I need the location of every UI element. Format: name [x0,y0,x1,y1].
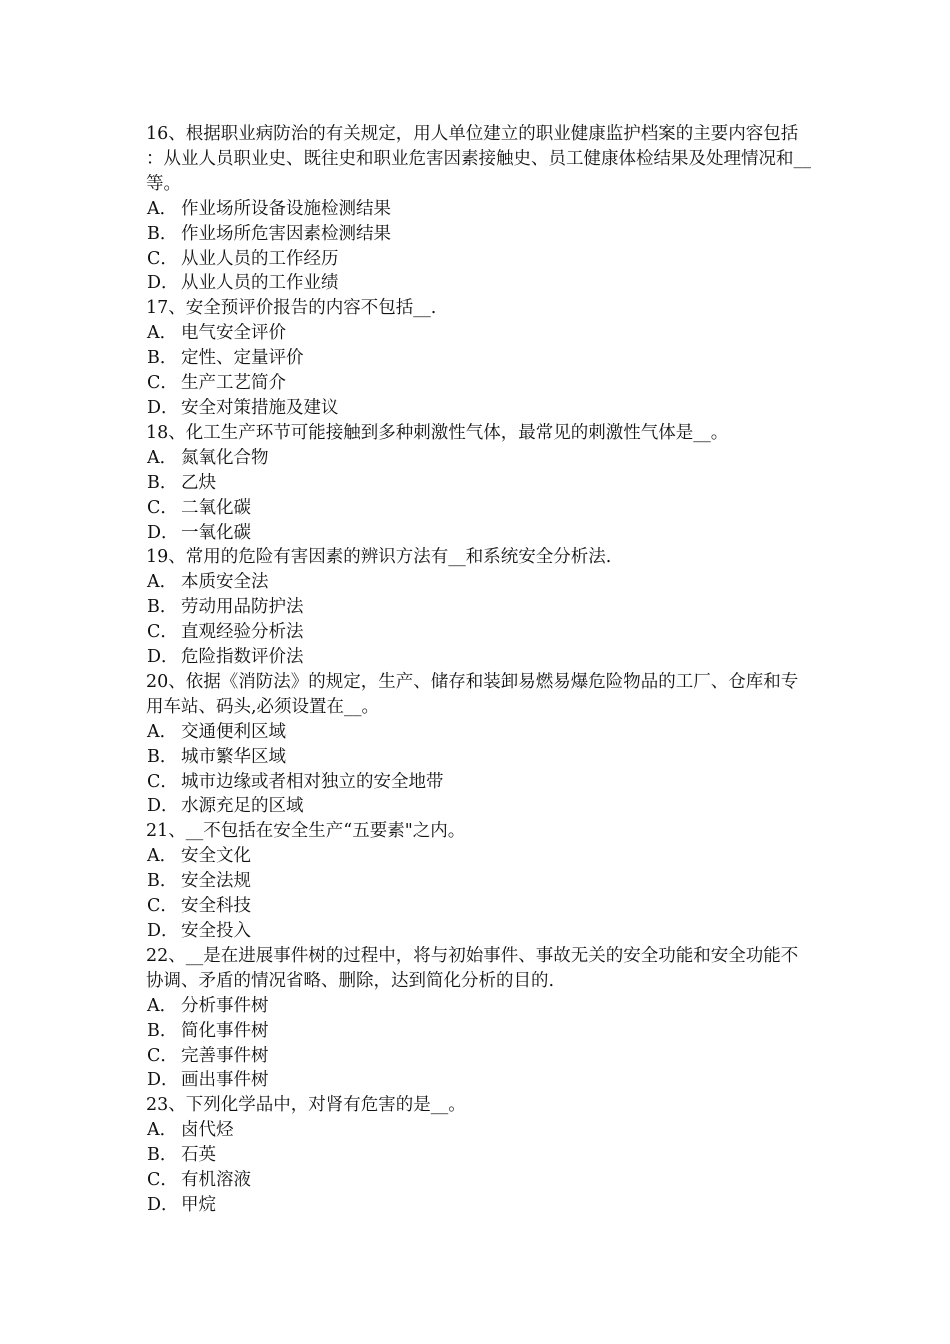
option-letter: D． [147,522,179,543]
option-letter: A． [147,323,178,344]
question-text: 22、__是在进展事件树的过程中，将与初始事件、事故无关的安全功能和安全功能不协调、矛盾的情况省略、删除，达到简化分析的目的. [146,945,799,991]
option-d [146,645,811,670]
option-letter: B． [147,1145,178,1166]
option-text: 交通便利区域 [181,721,286,742]
option-text: 氮氧化合物 [181,447,269,468]
option-letter: C． [147,1045,178,1066]
option-text: 简化事件树 [181,1020,269,1041]
option-c [146,620,811,645]
option-c [146,1044,811,1069]
option-text: 有机溶液 [181,1170,251,1191]
option-list [146,844,811,944]
option-letter: A． [147,1120,178,1141]
option-text: 本质安全法 [181,572,269,593]
option-letter: D． [147,1194,179,1215]
question-text: 20、依据《消防法》的规定，生产、储存和装卸易燃易爆危险物品的工厂、仓库和专用车站、码头,必须设置在__。 [146,671,799,717]
option-b [146,745,811,770]
option-text: 安全科技 [181,896,251,917]
option-text: 甲烷 [181,1194,216,1215]
question-text: 18、化工生产环节可能接触到多种刺激性气体，最常见的刺激性气体是__。 [146,422,729,443]
option-letter: B． [147,472,178,493]
option-c [146,770,811,795]
option-a [146,994,811,1019]
option-letter: B． [147,223,178,244]
option-a [146,844,811,869]
option-letter: A． [147,995,178,1016]
option-list [146,570,811,670]
option-text: 作业场所危害因素检测结果 [181,223,391,244]
option-text: 危险指数评价法 [181,647,304,668]
question-20 [146,670,811,819]
option-text: 石英 [181,1145,216,1166]
option-text: 画出事件树 [181,1070,269,1091]
option-a [146,570,811,595]
option-a [146,197,811,222]
option-text: 二氧化碳 [181,497,251,518]
option-letter: B． [147,1020,178,1041]
option-text: 安全对策措施及建议 [181,397,339,418]
option-text: 作业场所设备设施检测结果 [181,198,391,219]
option-c [146,496,811,521]
option-text: 乙炔 [181,472,216,493]
option-text: 生产工艺简介 [181,373,286,394]
option-d [146,1193,811,1218]
question-text: 23、下列化学品中，对肾有危害的是__。 [146,1095,466,1116]
option-text: 水源充足的区域 [181,796,304,817]
option-letter: D． [147,796,179,817]
option-text: 电气安全评价 [181,323,286,344]
question-text: 19、常用的危险有害因素的辨识方法有__和系统安全分析法. [146,547,612,568]
option-letter: D． [147,397,179,418]
option-text: 卤代烃 [181,1120,234,1141]
option-text: 城市边缘或者相对独立的安全地带 [181,771,444,792]
question-16 [146,122,811,296]
option-text: 城市繁华区域 [181,746,286,767]
option-letter: C． [147,896,178,917]
question-text: 17、安全预评价报告的内容不包括__. [146,298,437,319]
option-d [146,794,811,819]
option-letter: C． [147,497,178,518]
option-list [146,446,811,546]
option-d [146,521,811,546]
option-letter: A． [147,198,178,219]
option-b [146,595,811,620]
option-b [146,1019,811,1044]
option-a [146,446,811,471]
option-text: 定性、定量评价 [181,348,304,369]
option-letter: D． [147,921,179,941]
option-text: 直观经验分析法 [181,622,304,643]
question-23 [146,1093,811,1218]
option-text: 从业人员的工作业绩 [181,273,339,294]
option-letter: A． [147,572,178,593]
document-page [146,122,811,1218]
option-b [146,1143,811,1168]
option-letter: B． [147,348,178,369]
option-list [146,1118,811,1218]
option-letter: B． [147,871,178,892]
question-17 [146,296,811,421]
option-text: 一氧化碳 [181,522,251,543]
option-letter: A． [147,447,178,468]
option-b [146,471,811,496]
option-c [146,1168,811,1193]
option-b [146,346,811,371]
option-c [146,894,811,919]
option-d [146,271,811,296]
question-19 [146,545,811,670]
option-text: 分析事件树 [181,995,269,1016]
question-text: 16、根据职业病防治的有关规定，用人单位建立的职业健康监护档案的主要内容包括：从业人员职业史、既往史和职业危害因素接触史、员工健康体检结果及处理情况和__等。 [146,124,811,194]
question-21 [146,819,811,944]
option-text: 安全文化 [181,846,251,867]
option-d [146,1068,811,1093]
option-letter: C． [147,1170,178,1191]
option-c [146,371,811,396]
option-letter: B． [147,746,178,767]
option-letter: D． [147,647,179,668]
question-22 [146,944,811,1093]
option-text: 从业人员的工作经历 [181,248,339,269]
option-list [146,720,811,820]
option-b [146,869,811,894]
option-text: 劳动用品防护法 [181,597,304,618]
option-list [146,321,811,421]
option-a [146,1118,811,1143]
option-a [146,321,811,346]
option-text: 完善事件树 [181,1045,269,1066]
option-letter: C． [147,771,178,792]
option-d [146,919,811,944]
option-list [146,197,811,297]
option-b [146,222,811,247]
question-text: 21、__不包括在安全生产“五要素"之内。 [146,821,466,842]
option-text: 安全法规 [181,871,251,892]
option-letter: C． [147,248,178,269]
option-letter: C． [147,622,178,643]
option-c [146,247,811,272]
option-letter: A． [147,846,178,867]
option-letter: D． [147,1070,179,1091]
option-letter: C． [147,373,178,394]
option-letter: D． [147,273,179,294]
option-letter: A． [147,721,178,742]
option-list [146,994,811,1094]
question-18 [146,421,811,546]
option-text: 安全投入 [181,921,251,941]
option-letter: B． [147,597,178,618]
option-a [146,720,811,745]
option-d [146,396,811,421]
